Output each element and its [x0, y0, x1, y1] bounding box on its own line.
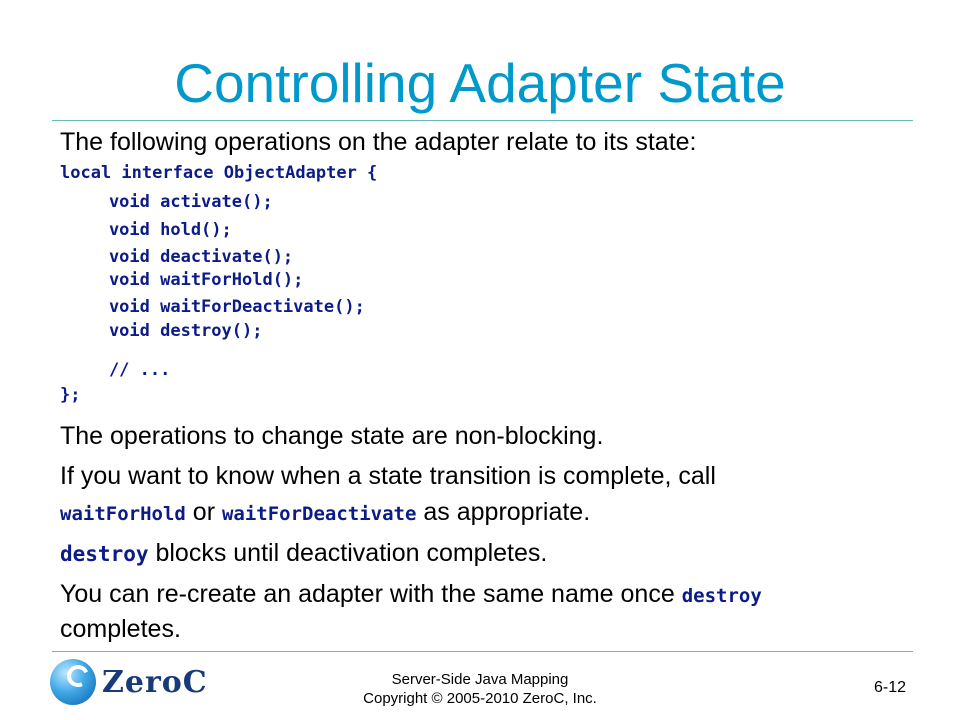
code-waitforhold: waitForHold: [60, 503, 186, 525]
bullet-transition-methods: waitForHold or waitForDeactivate as appropriate.: [60, 498, 591, 526]
footer-course-title: Server-Side Java Mapping: [391, 671, 569, 688]
code-destroy-2: destroy: [681, 585, 762, 607]
slide-title: Controlling Adapter State: [174, 52, 786, 114]
page-number: 6-12: [873, 679, 906, 696]
bullet-destroy: destroy blocks until deactivation completes.: [60, 539, 548, 567]
code-line: void deactivate();: [68, 247, 294, 267]
code-line: void waitForDeactivate();: [68, 297, 365, 317]
intro-text: The following operations on the adapter relate to its state:: [60, 128, 697, 156]
code-open: local interface ObjectAdapter {: [60, 163, 378, 183]
bullet-transition-text: If you want to know when a state transition is complete, call: [60, 462, 716, 490]
code-line: void hold();: [68, 220, 232, 240]
code-waitfordeactivate: waitForDeactivate: [221, 503, 417, 525]
footer-divider: [52, 651, 913, 652]
bullet-non-blocking: The operations to change state are non-blocking.: [60, 422, 604, 450]
code-line: void destroy();: [68, 321, 263, 341]
code-line: void waitForHold();: [68, 270, 304, 290]
title-divider: [52, 120, 913, 121]
code-comment: // ...: [68, 360, 171, 380]
bullet-recreate: You can re-create an adapter with the same name once destroy: [60, 580, 762, 608]
code-close: };: [60, 385, 81, 405]
code-line: void activate();: [68, 192, 273, 212]
footer-copyright: Copyright © 2005-2010 ZeroC, Inc.: [363, 690, 597, 707]
bullet-recreate-end: completes.: [60, 615, 181, 643]
code-destroy: destroy: [60, 542, 149, 566]
logo-text: ZeroC: [102, 665, 208, 700]
